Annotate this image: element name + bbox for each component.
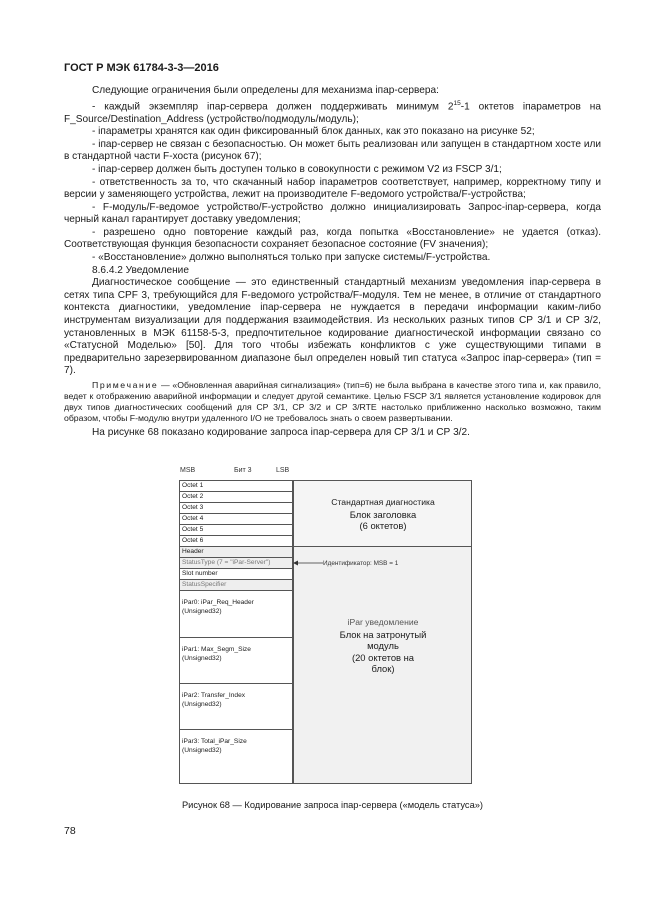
intro-line: Следующие ограничения были определены для механизма iпар-сервера:	[92, 85, 439, 96]
standard-diagnostics-text: Стандартная диагностика Блок заголовка (6 октетов)	[331, 497, 435, 531]
statusspecifier-row: StatusSpecifier	[179, 579, 293, 591]
bullet-3: - iпар-сервер не связан с безопасностью. Он может быть реализован или запущен в стандартном хосте или в стандартной части F-хоста (рисунок 67);	[64, 138, 601, 163]
identifier-arrow	[293, 559, 323, 567]
header-row: Header	[179, 546, 293, 558]
main-paragraph: Диагностическое сообщение — это единственный стандартный механизм уведомления iпар-сервера в сетях типа CPF 3, требующийся для F-ведомого устройства/F-модуля. Тем не менее, в отличие от стандартного контекста диагностики, уведомление iпар-сервера не нуждается в передачи информации каким-либо инструментам визуализации для поддержания взаимодействия. Из нескольких разных типов СР 3/1 и СР 3/2, установленных в МЭК 61158-5-3, предпочтительное кодирование диагностической информации связано со «Статусной Моделью» [50]. Для того чтобы избежать конфликтов с уже существующими типами в предварительно зарезервированном диапазоне был определен новый тип статуса «Запрос iпар-сервера» (тип = 7).	[64, 277, 601, 377]
ipar-notification-text: iPar уведомление Блок на затронутый модуль (20 октетов на блок)	[339, 617, 427, 674]
octet-row: Octet 5	[179, 524, 293, 536]
figure-reference: На рисунке 68 показано кодирование запроса iпар-сервера для СР 3/1 и СР 3/2.	[92, 427, 470, 439]
octet-row: Octet 2	[179, 491, 293, 503]
slot-number-row: Slot number	[179, 568, 293, 580]
body-text	[64, 85, 601, 440]
document-header: ГОСТ Р МЭК 61784-3-3—2016	[64, 62, 219, 74]
bullet-7: - разрешено одно повторение каждый раз, когда попытка «Восстановление» не удается (отказ). Соответствующая функция безопасности сохраняет безопасное состояние (FV значения);	[64, 226, 601, 251]
octet-row: Octet 6	[179, 535, 293, 547]
bit-label: Бит 3	[234, 467, 252, 474]
page-number: 78	[64, 825, 76, 837]
ipar3-row: iPar3: Total_iPar_Size (Unsigned32)	[179, 729, 293, 784]
bullet-6: - F-модуль/F-ведомое устройство/F-устройство должно инициализировать Запрос-iпар-сервера, когда черный канал гарантирует доставку уведомления;	[64, 201, 601, 226]
statustype-row: StatusType (7 = "iPar-Server")	[179, 557, 293, 569]
section-heading: 8.6.4.2 Уведомление	[92, 264, 189, 276]
identifier-label: Идентификатор: MSB = 1	[323, 560, 399, 567]
figure-caption: Рисунок 68 — Кодирование запроса iпар-сервера («модель статуса»)	[181, 800, 484, 810]
octet-row: Octet 4	[179, 513, 293, 525]
ipar0-row: iPar0: iPar_Req_Header (Unsigned32)	[179, 590, 293, 637]
ipar2-row: iPar2: Transfer_Index (Unsigned32)	[179, 683, 293, 729]
bullet-2: - iпараметры хранятся как один фиксированный блок данных, как это показано на рисунке 52;	[92, 126, 535, 138]
octet-row: Octet 3	[179, 502, 293, 514]
note-paragraph: Примечание — «Обновленная аварийная сигнализация» (тип=6) не была выбрана в качестве этого типа и, как правило, ведет к отображению аварийной информации и следует другой семантике. Целью FSCP 3/1 является установление кодировок для двух типов диагностических сообщений для СР 3/1, СР 3/2 и СР 3/RTE настолько приближенно насколько возможно, таким образом, чтобы F-модулю внутри удаленного I/O не требовалось знать о своем развертывании.	[64, 380, 601, 424]
octet-row: Octet 1	[179, 480, 293, 492]
lsb-label: LSB	[276, 467, 290, 474]
msb-label: MSB	[180, 467, 196, 474]
ipar1-row: iPar1: Max_Segm_Size (Unsigned32)	[179, 637, 293, 683]
bullet-4: - iпар-сервер должен быть доступен только в совокупности с режимом V2 из FSCP 3/1;	[92, 163, 502, 175]
bullet-5: - ответственность за то, что скачанный набор iпараметров соответствует, например, корректному типу и версии у заменяющего устройства, лежит на производителе F-ведомого устройства/F-устройства;	[64, 176, 601, 201]
bullet-8: - «Восстановление» должно выполняться только при запуске системы/F-устройства.	[92, 252, 491, 264]
figure-68-diagram	[176, 467, 472, 789]
bullet-1: - каждый экземпляр iпар-сервера должен поддерживать минимум $2^{15}-1$ октетов iпараметров на F_Source/Destination_Address (устройство/подмодуль/модуль);	[64, 99, 601, 125]
